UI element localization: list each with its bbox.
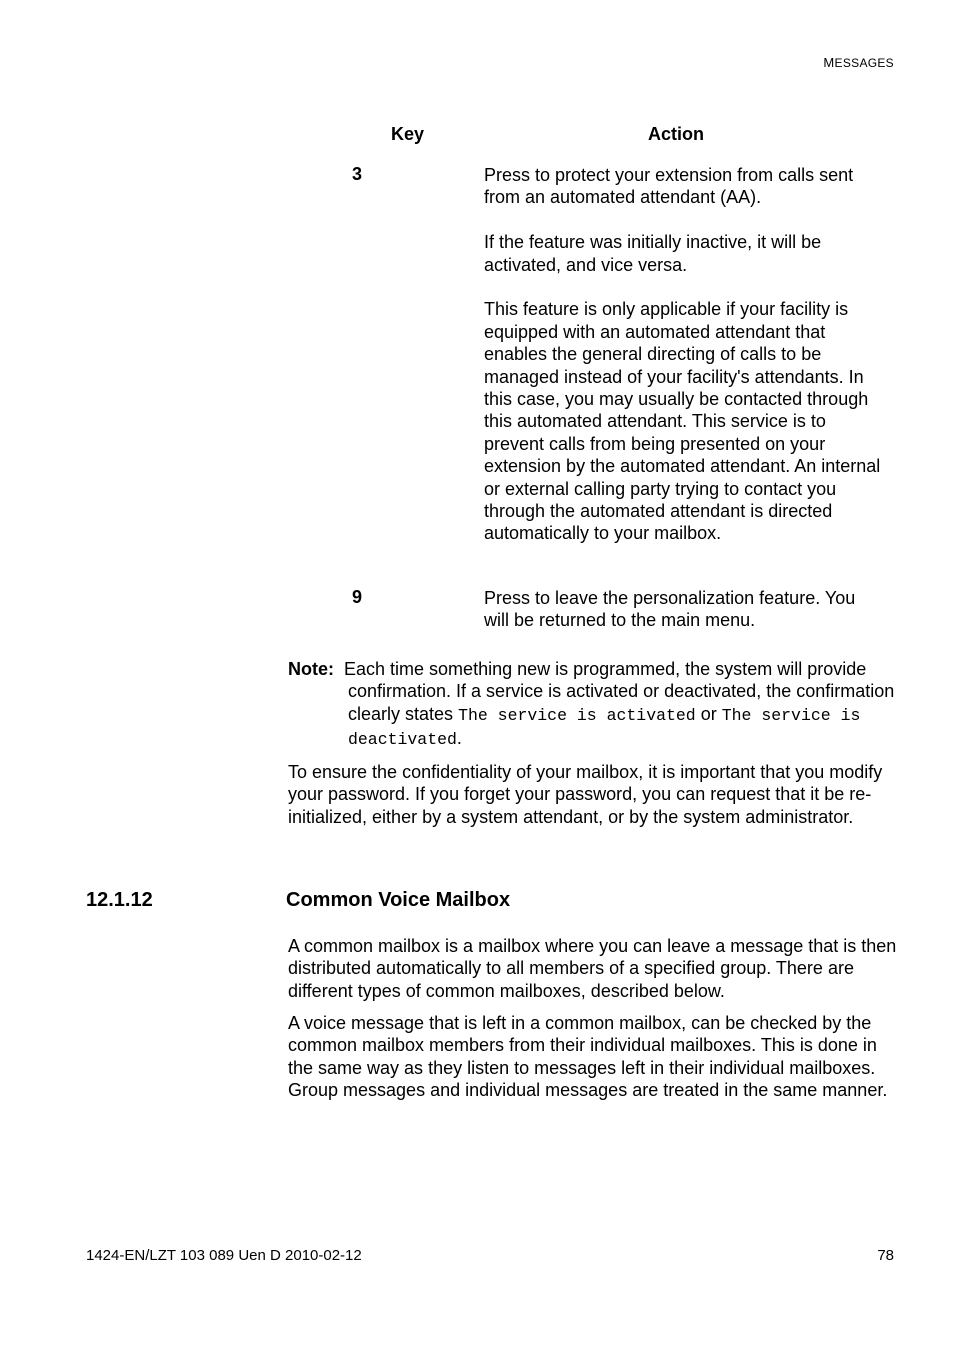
footer-page-number: 78 xyxy=(877,1247,894,1264)
running-header-rest: ESSAGES xyxy=(834,56,894,70)
note-text-first-line: Each time something new is programmed, the system will provide xyxy=(344,659,867,679)
table-row-action xyxy=(484,164,884,545)
table-row-action xyxy=(484,587,884,632)
note-block xyxy=(288,658,898,752)
action-paragraph: This feature is only applicable if your facility is equipped with an automated attendant that enables the general directing of calls to be managed instead of your facility's attendants. In this case, you may usually be contacted through this automated attendant. This service is to prevent calls from being presented on your extension by the automated attendant. An internal or external calling party trying to contact you through the automated attendant is directed automatically to your mailbox. xyxy=(484,299,881,544)
action-paragraph: Press to protect your extension from calls sent from an automated attendant (AA). xyxy=(484,165,854,208)
table-header-action: Action xyxy=(648,124,704,144)
note-end: . xyxy=(456,728,462,749)
note-conjunction: or xyxy=(700,703,717,724)
footer-doc-id: 1424-EN/LZT 103 089 Uen D 2010-02-12 xyxy=(86,1247,362,1264)
section-paragraph: A common mailbox is a mailbox where you can leave a message that is then distributed automatically to all members of a specified group. There are different types of common mailboxes, described below. xyxy=(288,936,897,1001)
note-text-continued xyxy=(288,680,898,751)
table-row-key: 3 xyxy=(352,164,363,184)
action-paragraph: If the feature was initially inactive, it will be activated, and vice versa. xyxy=(484,232,822,275)
note-label: Note: xyxy=(288,659,334,679)
section-number: 12.1.12 xyxy=(86,889,153,911)
note-text: confirmation. If a service is activated or deactivated, the confirmation clearly states xyxy=(348,681,895,724)
note-code-deactivated: The service is deactivated xyxy=(348,705,861,750)
note-code-activated: The service is activated xyxy=(458,705,696,725)
confidentiality-paragraph: To ensure the confidentiality of your mailbox, it is important that you modify your password. If you forget your password, you can request that it be re-initialized, either by a system attendant, or by the system administrator. xyxy=(288,762,883,827)
table-row-key: 9 xyxy=(352,587,363,607)
section-title: Common Voice Mailbox xyxy=(286,889,511,911)
running-header xyxy=(823,55,894,70)
running-header-cap: M xyxy=(823,55,835,70)
table-header-key: Key xyxy=(391,124,425,144)
section-paragraph: A voice message that is left in a common mailbox, can be checked by the common mailbox members from their individual mailboxes. This is done in the same way as they listen to messages left in their individual mailboxes. Group messages and individual messages are treated in the same manner. xyxy=(288,1013,888,1101)
action-paragraph: Press to leave the personalization feature. You will be returned to the main menu. xyxy=(484,588,856,631)
